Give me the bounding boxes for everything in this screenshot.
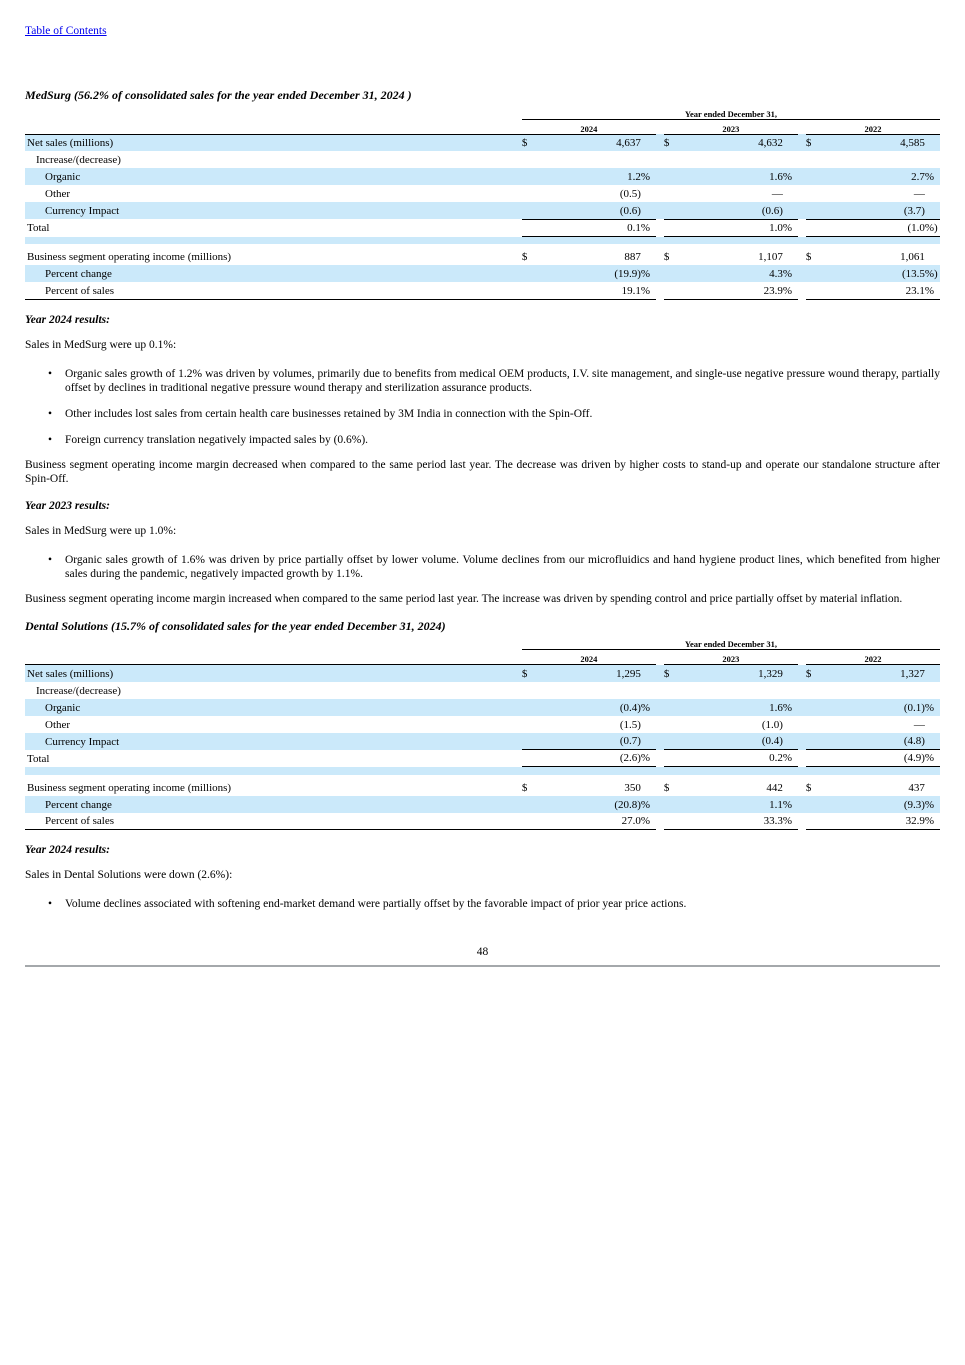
spacer-cell xyxy=(25,236,940,244)
cell-percent xyxy=(783,682,798,699)
header-spacer-cell xyxy=(25,119,522,134)
bullet-item xyxy=(25,367,940,395)
column-gap xyxy=(798,716,806,733)
column-gap xyxy=(656,733,664,750)
cell-value: 1,295 xyxy=(538,665,641,682)
spacer-row xyxy=(25,767,940,775)
cell-currency-symbol xyxy=(522,151,538,168)
bullet-item xyxy=(25,897,940,911)
cell-currency-symbol xyxy=(664,716,680,733)
cell-percent xyxy=(783,202,798,219)
cell-percent xyxy=(925,244,940,265)
cell-currency-symbol xyxy=(806,168,822,185)
cell-percent: % xyxy=(783,219,798,236)
cell-currency-symbol xyxy=(806,796,822,813)
column-gap xyxy=(798,282,806,299)
cell-percent xyxy=(925,716,940,733)
column-gap xyxy=(798,813,806,830)
cell-value: (0.7) xyxy=(538,733,641,750)
column-gap xyxy=(798,699,806,716)
table-row xyxy=(25,219,940,236)
column-gap xyxy=(798,244,806,265)
table-row xyxy=(25,244,940,265)
table-row xyxy=(25,682,940,699)
cell-currency-symbol xyxy=(806,185,822,202)
cell-currency-symbol xyxy=(664,202,680,219)
cell-currency-symbol xyxy=(664,185,680,202)
cell-value: (4.9) xyxy=(822,750,925,767)
cell-currency-symbol xyxy=(664,219,680,236)
column-gap xyxy=(656,796,664,813)
page-number: 48 xyxy=(476,946,489,958)
cell-value: 23.1 xyxy=(822,282,925,299)
cell-percent: % xyxy=(783,796,798,813)
cell-currency-symbol: $ xyxy=(805,781,812,794)
cell-currency-symbol xyxy=(806,716,822,733)
column-gap xyxy=(656,119,664,134)
cell-value: (0.6) xyxy=(680,202,783,219)
cell-value: 4.3 xyxy=(680,265,783,282)
cell-value xyxy=(680,151,783,168)
cell-value: 442 xyxy=(766,781,783,794)
cell-value: 0.1 xyxy=(538,219,641,236)
column-gap xyxy=(798,134,806,151)
cell-percent xyxy=(641,151,656,168)
cell-currency-symbol xyxy=(664,813,680,830)
cell-currency-symbol xyxy=(806,151,822,168)
cell-currency-symbol xyxy=(806,282,822,299)
row-label: Increase/(decrease) xyxy=(36,154,121,166)
cell-percent xyxy=(783,716,798,733)
cell-percent: % xyxy=(641,813,656,830)
column-gap xyxy=(656,813,664,830)
cell-value: (13.5 xyxy=(822,265,925,282)
column-gap xyxy=(798,733,806,750)
cell-percent xyxy=(641,682,656,699)
cell-percent xyxy=(925,775,940,796)
cell-value: (20.8) xyxy=(538,796,641,813)
cell-percent: % xyxy=(783,813,798,830)
cell-value: 0.2 xyxy=(680,750,783,767)
column-gap xyxy=(798,796,806,813)
cell-value: 33.3 xyxy=(680,813,783,830)
section-dental-solutions xyxy=(25,619,940,912)
cell-value xyxy=(822,151,925,168)
cell-percent xyxy=(925,202,940,219)
cell-value: (2.6) xyxy=(538,750,641,767)
cell-percent: % xyxy=(783,265,798,282)
cell-percent: % xyxy=(925,282,940,299)
bullet-text: Other includes lost sales from certain health care businesses retained by 3M India in connection with the Spin-Off. xyxy=(65,407,593,420)
row-label: Other xyxy=(45,718,71,731)
column-gap xyxy=(656,151,664,168)
cell-value: (1.0) xyxy=(761,718,783,731)
cell-percent: % xyxy=(783,699,798,716)
cell-currency-symbol xyxy=(664,699,680,716)
cell-value: 4,585 xyxy=(822,134,925,151)
cell-currency-symbol xyxy=(806,202,822,219)
cell-percent: %) xyxy=(925,265,940,282)
cell-currency-symbol: $ xyxy=(522,134,538,151)
bullet-item xyxy=(25,553,940,581)
column-gap xyxy=(798,168,806,185)
column-gap xyxy=(798,775,806,796)
column-gap xyxy=(656,185,664,202)
column-header-2022: 2022 xyxy=(806,119,940,134)
cell-value: (4.8) xyxy=(822,733,925,750)
cell-value: 4,637 xyxy=(538,134,641,151)
cell-value: 19.1 xyxy=(538,282,641,299)
table-row xyxy=(25,665,940,682)
table-row xyxy=(25,796,940,813)
cell-percent: % xyxy=(925,750,940,767)
cell-currency-symbol xyxy=(664,151,680,168)
paragraph: Business segment operating income margin decreased when compared to the same period last year. The decrease was driven by higher costs to stand-up and operate our standalone structure after Spin-Off. xyxy=(25,458,940,485)
cell-percent: % xyxy=(925,796,940,813)
cell-percent xyxy=(783,151,798,168)
cell-value: (0.4) xyxy=(680,733,783,750)
bullet-text: Organic sales growth of 1.2% was driven by volumes, primarily due to benefits from medical OEM products, I.V. site management, and single-use negative pressure wound therapy, partially offset by declines in traditional negative pressure wound therapy and sterilization assurance products. xyxy=(65,367,940,394)
cell-currency-symbol: $ xyxy=(663,781,670,794)
table-row xyxy=(25,168,940,185)
cell-currency-symbol xyxy=(664,265,680,282)
cell-value: 1.6 xyxy=(680,699,783,716)
cell-percent xyxy=(783,775,798,796)
cell-percent xyxy=(641,185,656,202)
cell-percent: % xyxy=(925,168,940,185)
cell-value: 1,329 xyxy=(680,665,783,682)
column-gap xyxy=(798,750,806,767)
cell-value: (9.3) xyxy=(822,796,925,813)
cell-percent: % xyxy=(783,282,798,299)
cell-percent xyxy=(925,682,940,699)
row-label: Increase/(decrease) xyxy=(36,684,121,697)
bullet-item xyxy=(25,407,940,421)
table-header-row xyxy=(25,107,940,119)
cell-percent: % xyxy=(641,796,656,813)
cell-currency-symbol: $ xyxy=(663,251,670,263)
cell-percent xyxy=(641,716,656,733)
spacer-row xyxy=(25,236,940,244)
table-row xyxy=(25,282,940,299)
row-label: Business segment operating income (millions) xyxy=(27,251,232,263)
cell-percent: % xyxy=(641,699,656,716)
cell-value: 1.0 xyxy=(680,219,783,236)
header-spacer-cell xyxy=(25,638,522,650)
row-label: Currency Impact xyxy=(25,202,522,219)
cell-percent xyxy=(783,185,798,202)
cell-currency-symbol xyxy=(522,202,538,219)
cell-value: 1,107 xyxy=(758,251,783,263)
cell-currency-symbol xyxy=(664,750,680,767)
cell-value: 23.9 xyxy=(680,282,783,299)
table-row xyxy=(25,775,940,796)
cell-currency-symbol: $ xyxy=(521,251,528,263)
row-label: Organic xyxy=(25,699,522,716)
cell-currency-symbol xyxy=(806,682,822,699)
cell-currency-symbol: $ xyxy=(522,665,538,682)
bullet-icon: • xyxy=(48,553,53,566)
cell-value: 350 xyxy=(624,781,641,794)
column-gap xyxy=(656,716,664,733)
row-label: Percent change xyxy=(25,265,522,282)
cell-percent: % xyxy=(641,282,656,299)
cell-percent xyxy=(783,134,798,151)
cell-value: — xyxy=(913,188,925,200)
cell-value xyxy=(822,682,925,699)
cell-percent: %) xyxy=(925,219,940,236)
bullet-item xyxy=(25,433,940,447)
bullet-icon: • xyxy=(48,898,53,910)
header-spacer-cell xyxy=(25,107,522,119)
dental-solutions-heading: Dental Solutions (15.7% of consolidated sales for the year ended December 31, 2024) xyxy=(25,618,446,633)
row-label: Organic xyxy=(25,168,522,185)
cell-currency-symbol xyxy=(664,168,680,185)
cell-value: 2.7 xyxy=(822,168,925,185)
column-gap xyxy=(656,650,664,665)
row-label: Net sales (millions) xyxy=(25,665,522,682)
column-header-2024: 2024 xyxy=(522,650,656,665)
column-gap xyxy=(656,134,664,151)
cell-value: 1.2 xyxy=(538,168,641,185)
table-year-row xyxy=(25,119,940,134)
cell-currency-symbol xyxy=(522,733,538,750)
row-label: Total xyxy=(27,222,50,234)
spacer-cell xyxy=(25,767,940,775)
cell-percent xyxy=(641,244,656,265)
table-caption: Year ended December 31, xyxy=(522,107,940,119)
cell-value: 27.0 xyxy=(538,813,641,830)
cell-value: 1.6 xyxy=(680,168,783,185)
cell-currency-symbol xyxy=(806,813,822,830)
row-label: Total xyxy=(27,752,50,765)
column-gap xyxy=(656,750,664,767)
cell-currency-symbol: $ xyxy=(806,665,822,682)
column-gap xyxy=(798,202,806,219)
cell-percent xyxy=(783,665,798,682)
cell-currency-symbol xyxy=(522,168,538,185)
financial-table xyxy=(25,107,940,300)
results-subheading: Year 2024 results: xyxy=(25,844,110,856)
bullet-icon: • xyxy=(48,433,53,446)
cell-percent xyxy=(641,775,656,796)
table-row xyxy=(25,185,940,202)
cell-currency-symbol xyxy=(522,282,538,299)
column-gap xyxy=(656,202,664,219)
cell-value: 4,632 xyxy=(680,134,783,151)
cell-value xyxy=(538,151,641,168)
cell-currency-symbol xyxy=(806,750,822,767)
cell-currency-symbol xyxy=(522,716,538,733)
table-row xyxy=(25,813,940,830)
cell-value: (1.0 xyxy=(822,219,925,236)
table-year-row xyxy=(25,650,940,665)
cell-percent xyxy=(783,733,798,750)
bullet-text: Organic sales growth of 1.6% was driven by price partially offset by lower volume. Volume declines from our microfluidics and hand hygiene product lines, which benefited from higher sales during the pandemic, negatively impacted growth by 1.1%. xyxy=(65,553,940,580)
header-spacer-cell xyxy=(25,650,522,665)
cell-value: 1.1 xyxy=(680,796,783,813)
table-row xyxy=(25,750,940,767)
cell-currency-symbol xyxy=(664,282,680,299)
cell-percent: % xyxy=(641,168,656,185)
column-gap xyxy=(798,185,806,202)
row-label: Currency Impact xyxy=(25,733,522,750)
cell-percent: % xyxy=(641,750,656,767)
row-label: Other xyxy=(45,188,71,200)
cell-currency-symbol: $ xyxy=(664,665,680,682)
row-label: Percent of sales xyxy=(25,813,522,830)
cell-percent xyxy=(641,665,656,682)
cell-currency-symbol xyxy=(664,682,680,699)
column-header-2023: 2023 xyxy=(664,650,798,665)
paragraph: Sales in MedSurg were up 1.0%: xyxy=(25,524,177,537)
cell-value: — xyxy=(771,188,783,200)
cell-currency-symbol xyxy=(522,265,538,282)
column-gap xyxy=(798,665,806,682)
cell-value: (0.5) xyxy=(619,188,641,200)
row-label: Business segment operating income (millions) xyxy=(27,781,232,794)
cell-percent: % xyxy=(925,699,940,716)
bullet-icon: • xyxy=(48,407,53,420)
table-of-contents-link[interactable]: Table of Contents xyxy=(25,25,107,37)
table-row xyxy=(25,265,940,282)
page-divider xyxy=(25,965,940,967)
cell-currency-symbol xyxy=(664,733,680,750)
table-caption: Year ended December 31, xyxy=(522,638,940,650)
cell-percent xyxy=(641,202,656,219)
cell-percent: % xyxy=(641,265,656,282)
paragraph: Sales in MedSurg were up 0.1%: xyxy=(25,338,177,351)
paragraph: Business segment operating income margin increased when compared to the same period last year. The increase was driven by spending control and price partially offset by material inflation. xyxy=(25,592,903,605)
cell-value: (3.7) xyxy=(822,202,925,219)
cell-percent xyxy=(925,665,940,682)
table-row xyxy=(25,733,940,750)
table-row xyxy=(25,134,940,151)
column-gap xyxy=(656,282,664,299)
cell-percent: % xyxy=(641,219,656,236)
column-gap xyxy=(656,219,664,236)
table-row xyxy=(25,699,940,716)
bullet-text: Volume declines associated with softening end-market demand were partially offset by the favorable impact of prior year price actions. xyxy=(65,898,687,910)
column-gap xyxy=(798,682,806,699)
cell-percent xyxy=(641,134,656,151)
cell-percent: % xyxy=(925,813,940,830)
cell-value: — xyxy=(913,718,925,731)
cell-currency-symbol xyxy=(806,219,822,236)
table-row xyxy=(25,716,940,733)
column-header-2022: 2022 xyxy=(806,650,940,665)
cell-percent xyxy=(925,151,940,168)
column-header-2023: 2023 xyxy=(664,119,798,134)
cell-value xyxy=(538,682,641,699)
cell-percent xyxy=(925,733,940,750)
column-header-2024: 2024 xyxy=(522,119,656,134)
cell-value: (0.6) xyxy=(538,202,641,219)
bullet-text: Foreign currency translation negatively impacted sales by (0.6%). xyxy=(65,433,369,446)
row-label: Percent of sales xyxy=(25,282,522,299)
dental-solutions-discussion xyxy=(25,843,940,911)
column-gap xyxy=(656,265,664,282)
column-gap xyxy=(798,650,806,665)
column-gap xyxy=(656,699,664,716)
cell-percent xyxy=(783,244,798,265)
cell-currency-symbol xyxy=(522,750,538,767)
paragraph: Sales in Dental Solutions were down (2.6%): xyxy=(25,869,233,881)
medsurg-heading: MedSurg (56.2% of consolidated sales for the year ended December 31, 2024 ) xyxy=(25,88,412,102)
section-medsurg xyxy=(25,88,940,606)
cell-value xyxy=(680,682,783,699)
medsurg-results-table xyxy=(25,107,940,300)
cell-percent: % xyxy=(783,750,798,767)
cell-value: 1,327 xyxy=(822,665,925,682)
cell-currency-symbol: $ xyxy=(806,134,822,151)
row-label: Net sales (millions) xyxy=(25,134,522,151)
results-subheading: Year 2024 results: xyxy=(25,313,110,326)
cell-currency-symbol xyxy=(522,699,538,716)
cell-value: (0.4) xyxy=(538,699,641,716)
column-gap xyxy=(656,775,664,796)
cell-percent xyxy=(925,185,940,202)
cell-currency-symbol xyxy=(522,813,538,830)
column-gap xyxy=(656,244,664,265)
cell-value: 887 xyxy=(624,251,641,263)
table-header-row xyxy=(25,638,940,650)
table-row xyxy=(25,202,940,219)
column-gap xyxy=(798,151,806,168)
column-gap xyxy=(798,265,806,282)
cell-currency-symbol xyxy=(522,682,538,699)
results-subheading: Year 2023 results: xyxy=(25,499,110,512)
cell-currency-symbol xyxy=(664,796,680,813)
column-gap xyxy=(798,219,806,236)
cell-currency-symbol: $ xyxy=(521,781,528,794)
cell-currency-symbol xyxy=(522,185,538,202)
financial-table xyxy=(25,638,940,831)
cell-currency-symbol xyxy=(806,733,822,750)
cell-value: 437 xyxy=(908,781,925,794)
cell-percent: % xyxy=(783,168,798,185)
table-row xyxy=(25,151,940,168)
bullet-icon: • xyxy=(48,367,53,380)
cell-value: (0.1) xyxy=(822,699,925,716)
cell-currency-symbol xyxy=(806,265,822,282)
column-gap xyxy=(656,168,664,185)
cell-value: (19.9) xyxy=(538,265,641,282)
cell-value: (1.5) xyxy=(619,718,641,731)
row-label: Percent change xyxy=(25,796,522,813)
cell-currency-symbol xyxy=(522,796,538,813)
medsurg-discussion xyxy=(25,313,940,606)
cell-currency-symbol: $ xyxy=(805,251,812,263)
cell-currency-symbol xyxy=(806,699,822,716)
cell-percent xyxy=(641,733,656,750)
cell-value: 32.9 xyxy=(822,813,925,830)
cell-percent xyxy=(925,134,940,151)
dental-solutions-results-table xyxy=(25,638,940,831)
cell-currency-symbol xyxy=(522,219,538,236)
cell-currency-symbol: $ xyxy=(664,134,680,151)
cell-value: 1,061 xyxy=(900,251,925,263)
column-gap xyxy=(656,682,664,699)
column-gap xyxy=(798,119,806,134)
column-gap xyxy=(656,665,664,682)
